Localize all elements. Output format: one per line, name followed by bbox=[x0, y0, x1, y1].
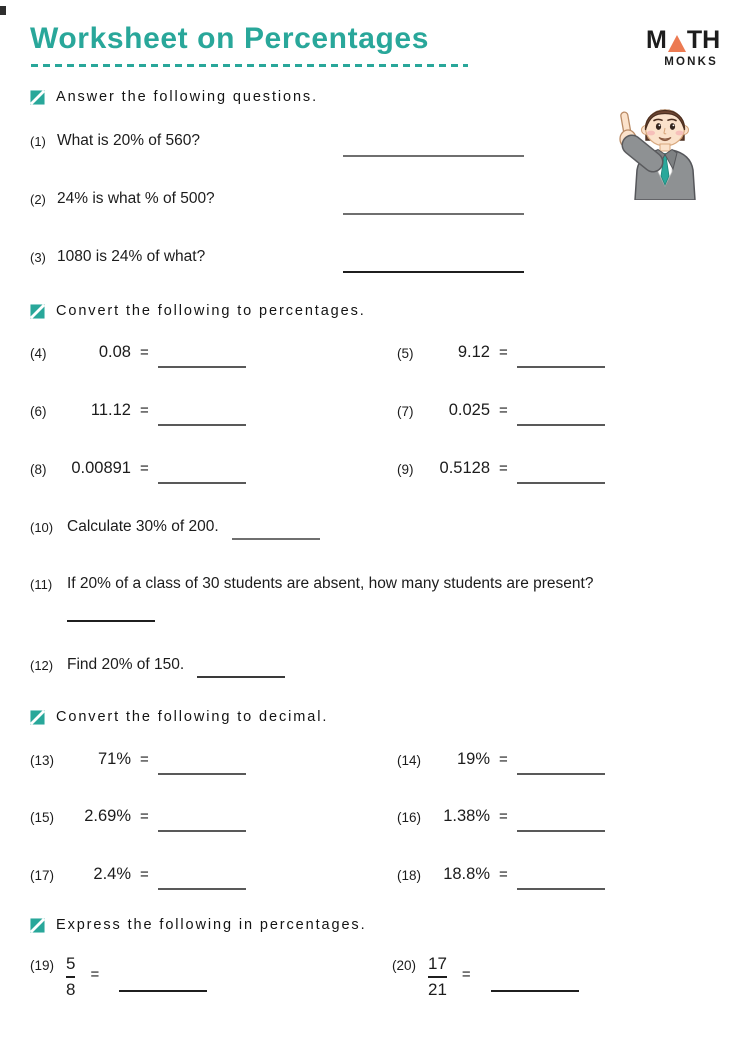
question-number: (15) bbox=[30, 810, 55, 825]
fraction-denominator: 21 bbox=[428, 979, 447, 999]
question-text: Find 20% of 150. bbox=[67, 656, 185, 673]
logo-letter-m: M bbox=[646, 26, 667, 54]
question-number: (14) bbox=[397, 753, 422, 768]
equals-sign: = bbox=[499, 866, 508, 883]
question-value: 0.5128 bbox=[439, 459, 490, 477]
question-number: (10) bbox=[30, 520, 54, 535]
question-19 bbox=[30, 950, 207, 999]
question-10 bbox=[30, 518, 320, 540]
scan-artifact bbox=[0, 6, 6, 15]
answer-line bbox=[67, 620, 155, 622]
equals-sign: = bbox=[461, 966, 471, 983]
answer-line bbox=[158, 459, 246, 484]
answer-line bbox=[158, 343, 246, 368]
equals-sign: = bbox=[140, 344, 149, 361]
question-number: (6) bbox=[30, 404, 47, 419]
question-number: (20) bbox=[392, 958, 417, 973]
question-number: (2) bbox=[30, 192, 46, 207]
question-value: 11.12 bbox=[90, 401, 131, 419]
question-number: (5) bbox=[397, 346, 414, 361]
fraction bbox=[425, 950, 450, 999]
question-17 bbox=[30, 865, 246, 890]
section-heading-convert-to-percentages bbox=[30, 303, 366, 319]
answer-line bbox=[517, 750, 605, 775]
section-heading-answer-questions bbox=[30, 89, 318, 105]
teacher-pointing-up-illustration bbox=[610, 92, 712, 200]
question-5 bbox=[397, 343, 605, 368]
answer-line bbox=[517, 865, 605, 890]
answer-line bbox=[517, 807, 605, 832]
fraction-bar bbox=[66, 976, 75, 978]
question-11 bbox=[30, 575, 593, 593]
question-text: 1080 is 24% of what? bbox=[57, 248, 206, 265]
fraction-denominator: 8 bbox=[66, 979, 76, 999]
question-4 bbox=[30, 343, 246, 368]
question-8 bbox=[30, 459, 246, 484]
section-heading-label: Convert the following to percentages. bbox=[56, 303, 366, 319]
question-number: (11) bbox=[30, 577, 53, 592]
question-number: (19) bbox=[30, 958, 55, 973]
question-number: (13) bbox=[30, 753, 55, 768]
question-value: 2.69% bbox=[84, 807, 131, 825]
question-20 bbox=[392, 950, 579, 999]
equals-sign: = bbox=[140, 808, 149, 825]
answer-line bbox=[197, 656, 285, 678]
page-title: Worksheet on Percentages bbox=[30, 22, 429, 55]
fraction bbox=[63, 950, 78, 999]
question-7 bbox=[397, 401, 605, 426]
section-bullet-icon bbox=[30, 918, 45, 933]
question-15 bbox=[30, 807, 246, 832]
fraction-numerator: 5 bbox=[66, 954, 76, 973]
equals-sign: = bbox=[499, 808, 508, 825]
section-heading-express-in-percentages bbox=[30, 917, 367, 933]
question-value: 19% bbox=[456, 750, 490, 768]
question-value: 18.8% bbox=[443, 865, 490, 883]
question-value: 0.00891 bbox=[71, 459, 131, 477]
question-1 bbox=[30, 132, 200, 150]
answer-line bbox=[517, 459, 605, 484]
logo-wordmark bbox=[646, 26, 721, 54]
section-heading-label: Answer the following questions. bbox=[56, 89, 319, 105]
question-6 bbox=[30, 401, 246, 426]
logo-triangle-icon bbox=[668, 35, 686, 52]
question-2 bbox=[30, 190, 215, 208]
equals-sign: = bbox=[499, 402, 508, 419]
answer-line bbox=[158, 865, 246, 890]
answer-line bbox=[343, 213, 524, 215]
logo-subtitle: MONKS bbox=[664, 56, 718, 68]
question-value: 71% bbox=[97, 750, 131, 768]
question-number: (1) bbox=[30, 134, 46, 149]
question-text: What is 20% of 560? bbox=[57, 132, 201, 149]
answer-line bbox=[158, 750, 246, 775]
question-number: (7) bbox=[397, 404, 414, 419]
question-number: (3) bbox=[30, 250, 46, 265]
question-value: 0.08 bbox=[98, 343, 131, 361]
question-3 bbox=[30, 248, 205, 266]
question-14 bbox=[397, 750, 605, 775]
logo-letters-th: TH bbox=[686, 26, 721, 54]
fraction-numerator: 17 bbox=[428, 954, 447, 973]
answer-line bbox=[343, 271, 524, 273]
question-13 bbox=[30, 750, 246, 775]
question-number: (8) bbox=[30, 462, 47, 477]
section-heading-convert-to-decimal bbox=[30, 709, 328, 725]
question-16 bbox=[397, 807, 605, 832]
equals-sign: = bbox=[140, 460, 149, 477]
equals-sign: = bbox=[140, 402, 149, 419]
question-number: (9) bbox=[397, 462, 414, 477]
equals-sign: = bbox=[140, 866, 149, 883]
equals-sign: = bbox=[499, 751, 508, 768]
question-text: Calculate 30% of 200. bbox=[67, 518, 219, 535]
equals-sign: = bbox=[90, 966, 100, 983]
answer-line bbox=[517, 343, 605, 368]
answer-line bbox=[517, 401, 605, 426]
question-value: 0.025 bbox=[448, 401, 490, 419]
answer-line bbox=[232, 518, 320, 540]
question-12 bbox=[30, 656, 285, 678]
answer-line bbox=[158, 807, 246, 832]
math-monks-logo bbox=[646, 26, 721, 68]
answer-line bbox=[491, 950, 579, 992]
title-underline bbox=[31, 64, 468, 67]
question-number: (18) bbox=[397, 868, 422, 883]
section-bullet-icon bbox=[30, 90, 45, 105]
equals-sign: = bbox=[499, 344, 508, 361]
question-number: (16) bbox=[397, 810, 422, 825]
question-9 bbox=[397, 459, 605, 484]
section-bullet-icon bbox=[30, 304, 45, 319]
equals-sign: = bbox=[499, 460, 508, 477]
section-heading-label: Convert the following to decimal. bbox=[56, 709, 329, 725]
question-value: 1.38% bbox=[443, 807, 490, 825]
answer-line bbox=[158, 401, 246, 426]
question-number: (12) bbox=[30, 658, 54, 673]
section-bullet-icon bbox=[30, 710, 45, 725]
fraction-bar bbox=[428, 976, 447, 978]
question-value: 2.4% bbox=[93, 865, 131, 883]
section-heading-label: Express the following in percentages. bbox=[56, 917, 367, 933]
equals-sign: = bbox=[140, 751, 149, 768]
answer-line bbox=[343, 155, 524, 157]
question-number: (17) bbox=[30, 868, 55, 883]
question-18 bbox=[397, 865, 605, 890]
question-value: 9.12 bbox=[457, 343, 490, 361]
answer-line bbox=[119, 950, 207, 992]
question-number: (4) bbox=[30, 346, 47, 361]
question-text: 24% is what % of 500? bbox=[57, 190, 215, 207]
question-text: If 20% of a class of 30 students are absent, how many students are present? bbox=[67, 575, 594, 592]
